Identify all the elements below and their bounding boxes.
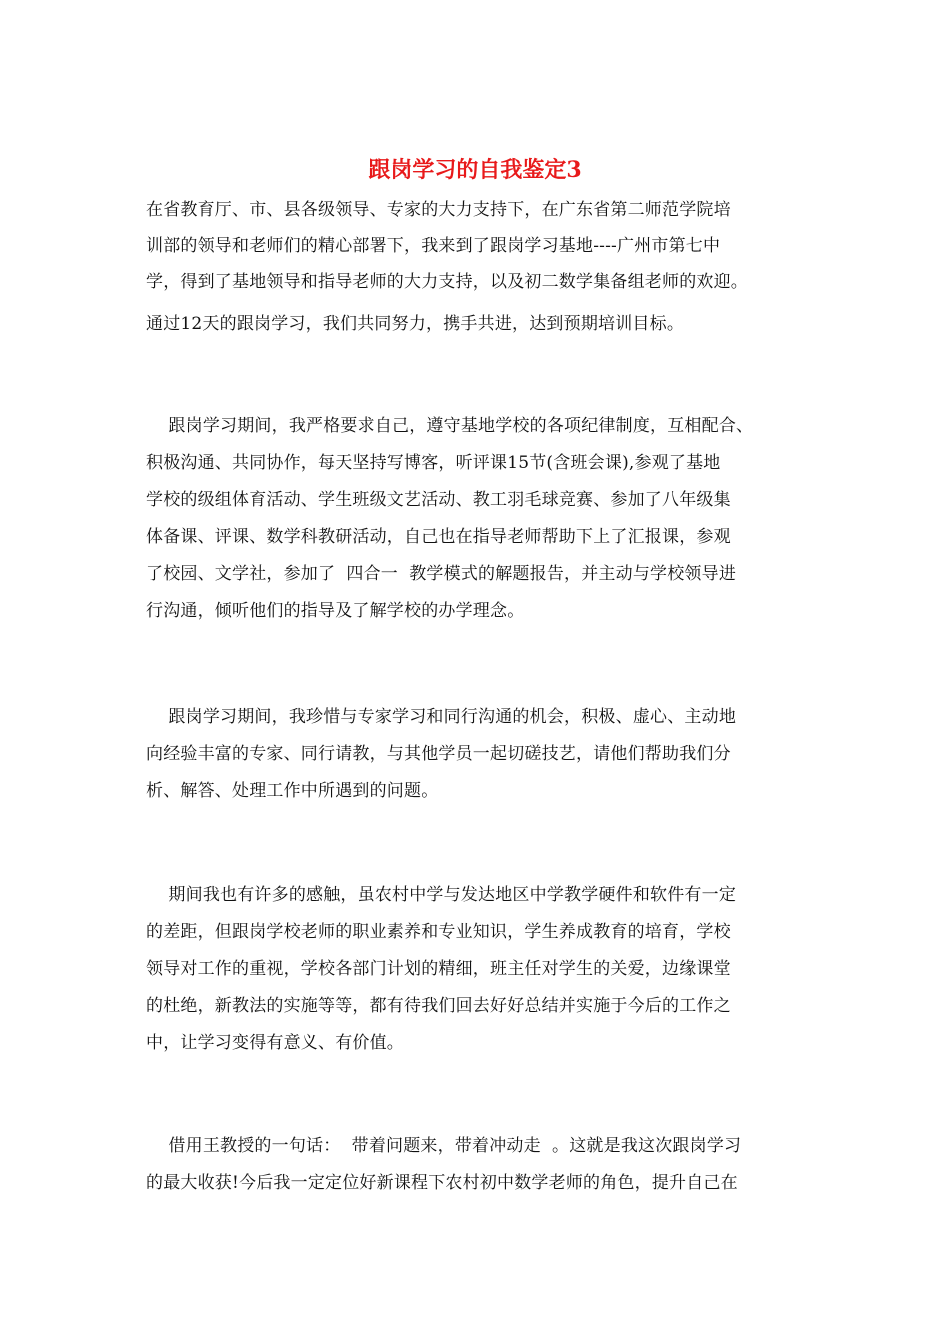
paragraph-4-line-4: 的杜绝，新教法的实施等等，都有待我们回去好好总结并实施于今后的工作之 [146, 996, 731, 1016]
paragraph-2-line-4: 体备课、评课、数学科教研活动，自己也在指导老师帮助下上了汇报课，参观 [146, 527, 731, 547]
paragraph-2-line-6: 行沟通，倾听他们的指导及了解学校的办学理念。 [146, 601, 525, 621]
document-title: 跟岗学习的自我鉴定3 [368, 157, 582, 183]
paragraph-4-line-3: 领导对工作的重视，学校各部门计划的精细，班主任对学生的关爱，边缘课堂 [146, 959, 731, 979]
paragraph-1-line-4: 通过12天的跟岗学习，我们共同努力，携手共进，达到预期培训目标。 [146, 314, 685, 334]
paragraph-3-line-1: 跟岗学习期间，我珍惜与专家学习和同行沟通的机会，积极、虚心、主动地 [146, 707, 737, 727]
paragraph-4-line-5: 中，让学习变得有意义、有价值。 [146, 1033, 404, 1053]
paragraph-5-line-1: 借用王教授的一句话： 带着问题来，带着冲动走 。这就是我这次跟岗学习 [146, 1136, 742, 1156]
paragraph-5-line-2: 的最大收获!今后我一定定位好新课程下农村初中数学老师的角色，提升自己在 [146, 1173, 738, 1193]
paragraph-2-line-5: 了校园、文学社，参加了 四合一 教学模式的解题报告，并主动与学校领导进 [146, 564, 737, 584]
paragraph-2-line-3: 学校的级组体育活动、学生班级文艺活动、教工羽毛球竞赛、参加了八年级集 [146, 490, 731, 510]
paragraph-4-line-2: 的差距，但跟岗学校老师的职业素养和专业知识，学生养成教育的培育，学校 [146, 922, 731, 942]
paragraph-2-line-1: 跟岗学习期间，我严格要求自己，遵守基地学校的各项纪律制度，互相配合、 [146, 416, 754, 436]
paragraph-1-line-1: 在省教育厅、市、县各级领导、专家的大力支持下，在广东省第二师范学院培 [146, 200, 731, 220]
paragraph-1-line-3: 学，得到了基地领导和指导老师的大力支持，以及初二数学集备组老师的欢迎。 [146, 272, 748, 292]
paragraph-3-line-2: 向经验丰富的专家、同行请教，与其他学员一起切磋技艺，请他们帮助我们分 [146, 744, 731, 764]
paragraph-4-line-1: 期间我也有许多的感触，虽农村中学与发达地区中学教学硬件和软件有一定 [146, 885, 737, 905]
paragraph-1-line-2: 训部的领导和老师们的精心部署下，我来到了跟岗学习基地----广州市第七中 [146, 236, 721, 256]
paragraph-2-line-2: 积极沟通、共同协作，每天坚持写博客，听评课15节(含班会课),参观了基地 [146, 453, 721, 473]
paragraph-3-line-3: 析、解答、处理工作中所遇到的问题。 [146, 781, 439, 801]
